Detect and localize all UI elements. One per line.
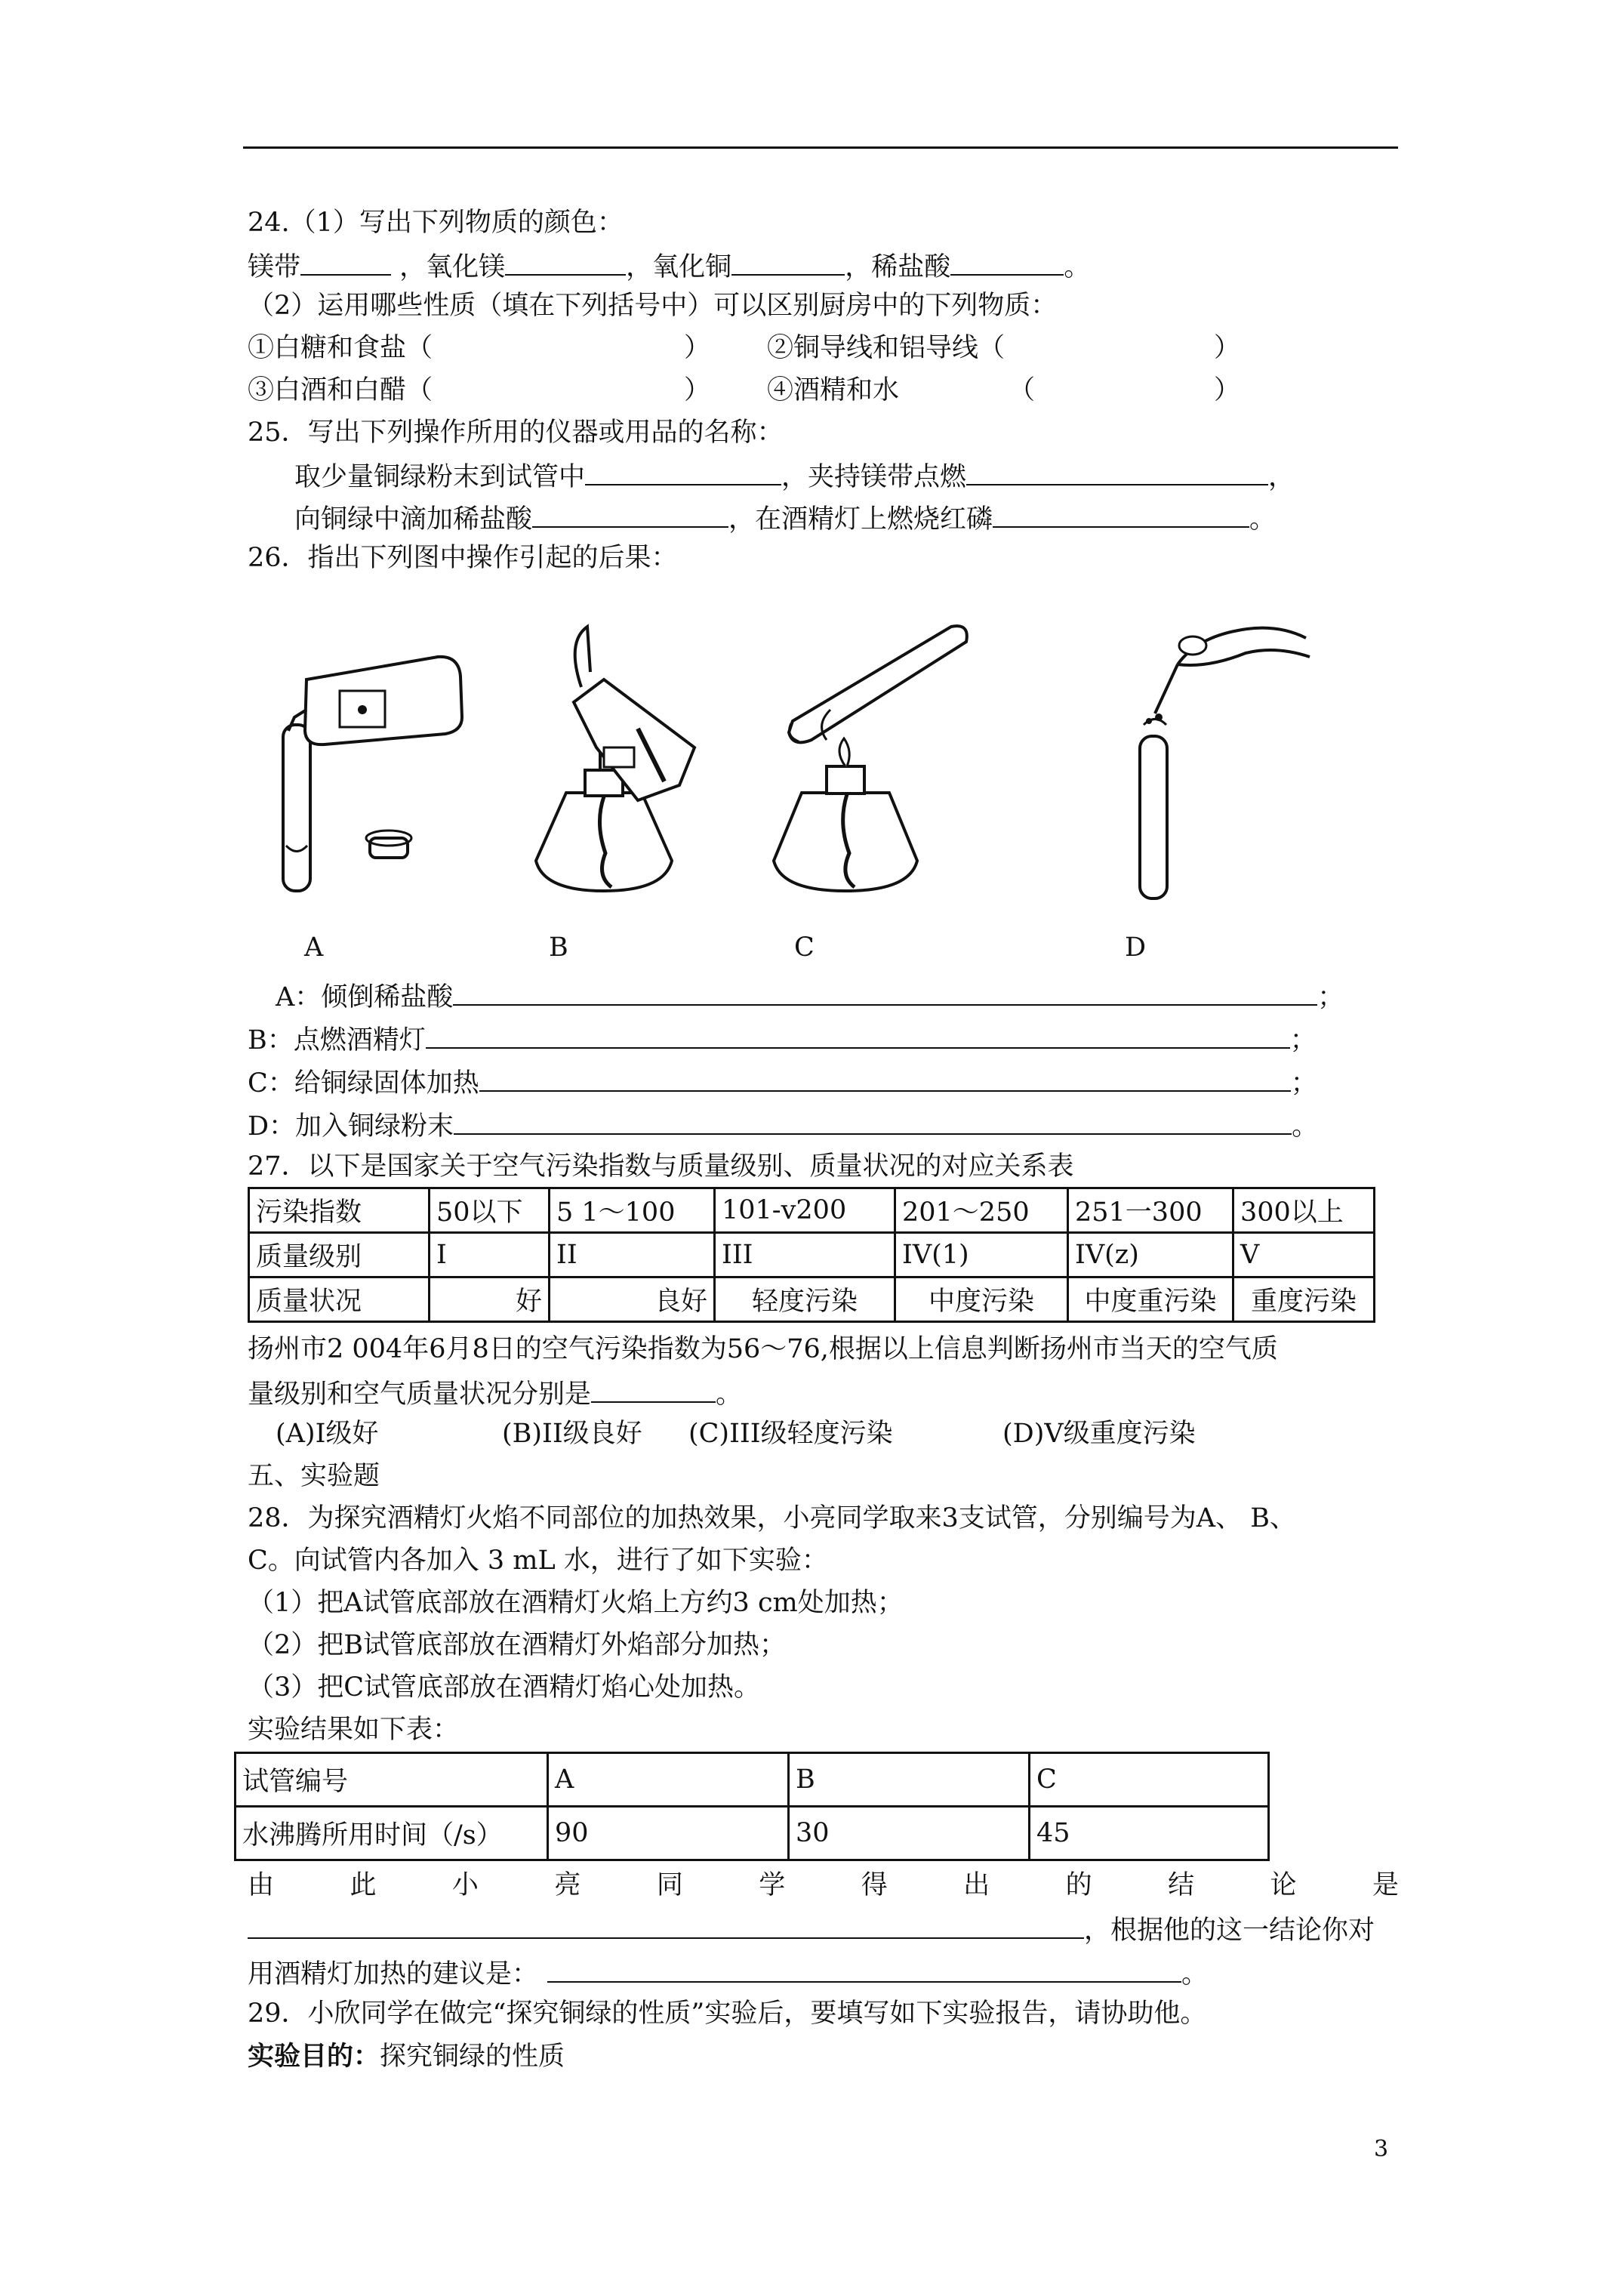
q26-d-label: D：加入铜绿粉末 — [248, 1111, 454, 1142]
q27-option-a[interactable]: (A)I级好 — [276, 1419, 379, 1449]
q24-item-hcl: ，稀盐酸 — [845, 252, 951, 282]
air-quality-table — [248, 1187, 1375, 1323]
q24-blank-3[interactable] — [731, 251, 845, 276]
lamp-lighting-illustration — [506, 596, 702, 921]
powder-illustration — [1125, 600, 1329, 925]
q25-blank-1[interactable] — [585, 461, 781, 485]
q28-step2: （2）把B试管底部放在酒精灯外焰部分加热； — [248, 1630, 786, 1660]
heating-illustration — [755, 596, 981, 921]
table-cell: I — [430, 1233, 550, 1277]
q25-blank-4[interactable] — [993, 504, 1249, 528]
table-cell: 251一300 — [1068, 1188, 1233, 1233]
table-cell: 质量级别 — [249, 1233, 430, 1277]
figure-label-d: D — [1125, 932, 1147, 963]
q24-blank-4[interactable] — [950, 251, 1064, 276]
q24-blank-1[interactable] — [300, 251, 391, 276]
q24-line3: （2）运用哪些性质（填在下列括号中）可以区别厨房中的下列物质： — [248, 291, 1058, 321]
header-rule — [243, 146, 1398, 149]
q25-blank-3[interactable] — [532, 504, 728, 528]
q24-line2 — [248, 251, 1090, 281]
experiment-result-table — [234, 1752, 1270, 1861]
figure-a-pouring — [264, 596, 476, 921]
q27-option-c[interactable]: (C)III级轻度污染 — [688, 1419, 893, 1449]
table-cell: 50以下 — [430, 1188, 550, 1233]
conclusion-char: 由 — [248, 1870, 275, 1900]
table-cell: 201～250 — [895, 1188, 1068, 1233]
table-cell: 好 — [430, 1277, 550, 1322]
conclusion-char: 得 — [861, 1870, 888, 1900]
q27-para1: 扬州市2 004年6月8日的空气污染指数为56～76,根据以上信息判断扬州市当天的空气质 — [248, 1334, 1278, 1364]
q25-comma: ， — [1268, 462, 1295, 492]
q25-item3: 向铜绿中滴加稀盐酸 — [294, 504, 533, 535]
table-cell: 试管编号 — [236, 1753, 548, 1807]
q28-conclusion-line2 — [248, 1915, 1375, 1944]
table-row — [249, 1277, 1375, 1322]
table-cell: II — [550, 1233, 715, 1277]
q28-conclusion-line1 — [248, 1872, 1399, 1899]
conclusion-char: 是 — [1372, 1870, 1399, 1900]
pouring-illustration — [264, 596, 476, 921]
q28-concl-end: 。 — [1181, 1959, 1209, 1989]
q24-opt1: ①白糖和食盐（ — [248, 333, 433, 363]
q25-item4: ，在酒精灯上燃烧红磷 — [728, 504, 993, 535]
figure-label-b: B — [549, 932, 568, 963]
table-cell: IV(1) — [895, 1233, 1068, 1277]
table-cell: 5 1～100 — [550, 1188, 715, 1233]
q24-opt2-close: ） — [1214, 333, 1241, 363]
table-cell: V — [1233, 1233, 1375, 1277]
q29-line1: 29．小欣同学在做完“探究铜绿的性质”实验后，要填写如下实验报告，请协助他。 — [248, 1999, 1207, 2029]
table-cell: 45 — [1030, 1807, 1269, 1860]
table-row — [249, 1188, 1375, 1233]
table-row — [236, 1753, 1269, 1807]
conclusion-char: 出 — [963, 1870, 990, 1900]
conclusion-char: 结 — [1168, 1870, 1195, 1900]
table-cell: 101-v200 — [715, 1188, 895, 1233]
table-cell: 中度重污染 — [1068, 1277, 1233, 1322]
q24-item-mg: 镁带 — [248, 252, 301, 282]
table-cell: C — [1030, 1753, 1269, 1807]
q24-opt2: ②铜导线和铝导线（ — [767, 333, 1006, 363]
table-row — [236, 1807, 1269, 1860]
q27-title: 27．以下是国家关于空气污染指数与质量级别、质量状况的对应关系表 — [248, 1151, 1074, 1182]
q24-opt3-close: ） — [684, 375, 711, 405]
q25-line2 — [294, 504, 1276, 533]
figure-d-powder — [1125, 600, 1329, 925]
q28-step3: （3）把C试管底部放在酒精灯焰心处加热。 — [248, 1672, 761, 1703]
q26-b-label: B：点燃酒精灯 — [248, 1025, 426, 1056]
q28-line2: C。向试管内各加入 3 mL 水，进行了如下实验： — [248, 1546, 828, 1576]
q26-answer-a — [276, 982, 1344, 1011]
conclusion-char: 此 — [350, 1870, 377, 1900]
table-cell: 轻度污染 — [715, 1277, 895, 1322]
q26-d-period: 。 — [1292, 1111, 1319, 1142]
table-cell: B — [789, 1753, 1030, 1807]
conclusion-char: 亮 — [554, 1870, 581, 1900]
q28-blank-conclusion[interactable] — [248, 1915, 1084, 1939]
q26-a-semi: ； — [1317, 982, 1344, 1012]
q26-title: 26．指出下列图中操作引起的后果： — [248, 543, 678, 573]
q28-concl-line2-text: ，根据他的这一结论你对 — [1084, 1915, 1375, 1946]
q26-blank-d[interactable] — [454, 1111, 1292, 1135]
page-number: 3 — [1374, 2136, 1389, 2162]
section-heading: 五、实验题 — [248, 1461, 380, 1491]
table-cell: 300以上 — [1233, 1188, 1375, 1233]
q28-conclusion-line3 — [248, 1959, 1208, 1988]
q26-c-label: C：给铜绿固体加热 — [248, 1068, 479, 1099]
q26-answer-c — [248, 1068, 1317, 1097]
q25-blank-2[interactable] — [966, 461, 1268, 485]
q26-answer-b — [248, 1025, 1317, 1054]
figure-b-lighting — [506, 596, 702, 921]
conclusion-char: 同 — [656, 1870, 683, 1900]
q25-item1: 取少量铜绿粉末到试管中 — [294, 462, 586, 492]
q24-blank-2[interactable] — [505, 251, 626, 276]
q27-para2-text: 量级别和空气质量状况分别是 — [248, 1379, 592, 1410]
conclusion-char: 小 — [451, 1870, 479, 1900]
q28-blank-suggestion[interactable] — [547, 1959, 1181, 1983]
q26-b-semi: ； — [1289, 1025, 1317, 1056]
figure-label-c: C — [794, 932, 815, 963]
table-row — [249, 1233, 1375, 1277]
q24-opt4-close: ） — [1214, 375, 1241, 405]
conclusion-char: 的 — [1065, 1870, 1092, 1900]
q26-blank-a[interactable] — [453, 982, 1317, 1006]
q26-c-semi: ； — [1290, 1068, 1317, 1099]
q27-blank[interactable] — [591, 1379, 716, 1403]
table-cell: 90 — [548, 1807, 789, 1860]
q27-option-b[interactable]: (B)II级良好 — [502, 1419, 642, 1449]
conclusion-char: 论 — [1270, 1870, 1297, 1900]
figure-c-heating — [755, 596, 981, 921]
q27-option-d[interactable]: (D)V级重度污染 — [1002, 1419, 1196, 1449]
q24-end: 。 — [1064, 252, 1091, 282]
table-cell: 水沸腾所用时间（/s） — [236, 1807, 548, 1860]
q28-concl-line3-text: 用酒精灯加热的建议是： — [248, 1959, 539, 1989]
q24-opt3: ③白酒和白醋（ — [248, 375, 433, 405]
q29-purpose-text: 探究铜绿的性质 — [380, 2042, 565, 2072]
q28-line1: 28．为探究酒精灯火焰不同部位的加热效果，小亮同学取来3支试管，分别编号为A、 B、 — [248, 1503, 1296, 1533]
conclusion-char: 学 — [759, 1870, 786, 1900]
table-cell: IV(z) — [1068, 1233, 1233, 1277]
q24-opt4-open: （ — [1009, 375, 1036, 405]
q29-purpose-label: 实验目的： — [248, 2041, 380, 2072]
table-cell: 重度污染 — [1233, 1277, 1375, 1322]
table-cell: 中度污染 — [895, 1277, 1068, 1322]
table-cell: 30 — [789, 1807, 1030, 1860]
table-cell: III — [715, 1233, 895, 1277]
q26-blank-c[interactable] — [479, 1068, 1291, 1092]
q24-opt1-close: ） — [684, 333, 711, 363]
table-cell: A — [548, 1753, 789, 1807]
q26-a-label: A：倾倒稀盐酸 — [276, 982, 454, 1012]
q27-para2-end: 。 — [716, 1379, 743, 1410]
q25-period: 。 — [1249, 504, 1277, 535]
table-cell: 质量状况 — [249, 1277, 430, 1322]
q24-item-mgo: ，氧化镁 — [399, 252, 506, 282]
q26-answer-d — [248, 1111, 1318, 1140]
q26-blank-b[interactable] — [426, 1025, 1290, 1049]
figure-label-a: A — [304, 932, 324, 963]
q27-para2 — [248, 1379, 742, 1408]
q24-line1: 24.（1）写出下列物质的颜色： — [248, 208, 624, 238]
q25-line1 — [294, 461, 1295, 491]
q29-purpose — [248, 2043, 565, 2070]
table-cell: 良好 — [550, 1277, 715, 1322]
q25-title: 25．写出下列操作所用的仪器或用品的名称： — [248, 418, 784, 448]
q25-item2: ，夹持镁带点燃 — [781, 462, 967, 492]
q24-opt4: ④酒精和水 — [767, 375, 900, 405]
q28-result-intro: 实验结果如下表： — [248, 1715, 460, 1745]
table-cell: 污染指数 — [249, 1188, 430, 1233]
q28-step1: （1）把A试管底部放在酒精灯火焰上方约3 cm处加热； — [248, 1588, 904, 1618]
q24-item-cuo: ，氧化铜 — [626, 252, 732, 282]
